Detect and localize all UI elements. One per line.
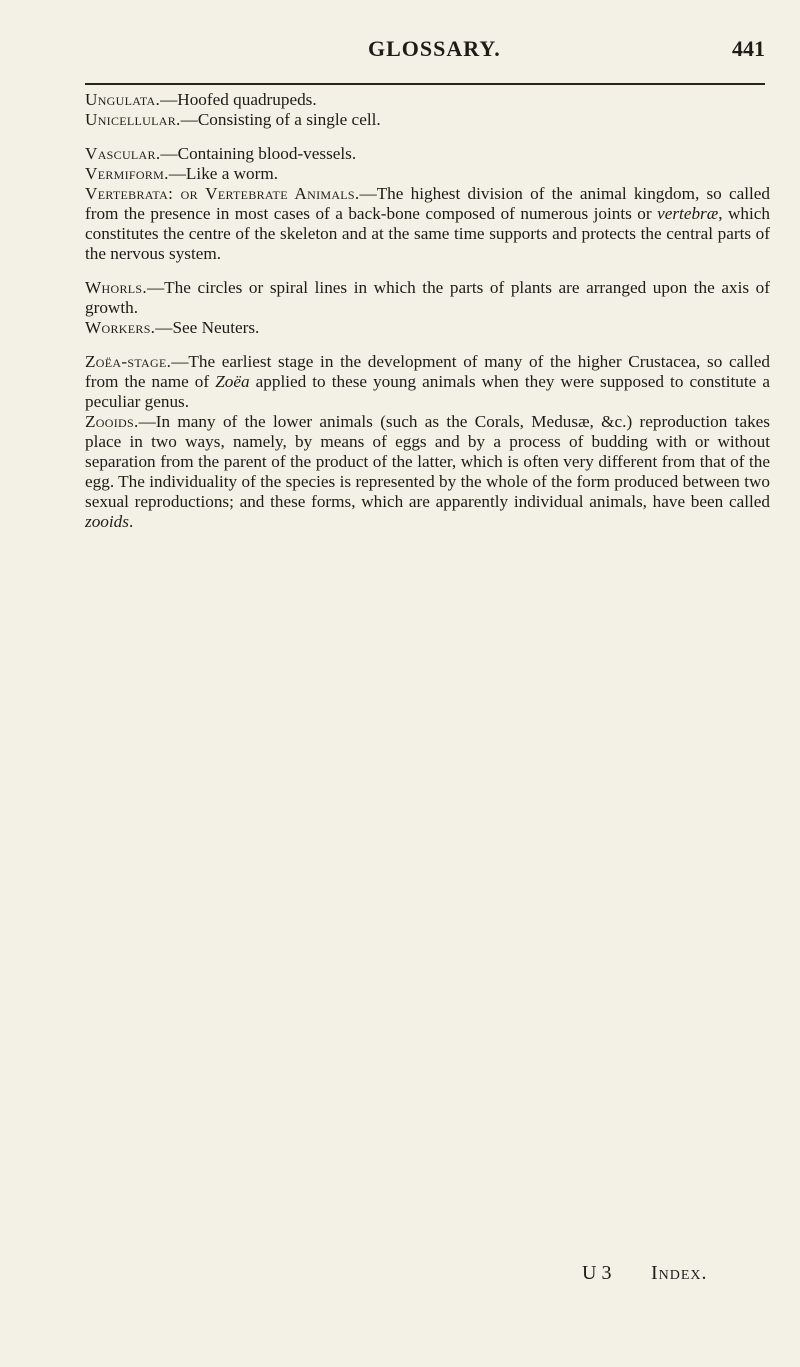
running-head xyxy=(85,36,765,76)
entry-definition-continued: . xyxy=(128,512,134,531)
entry-definition: —The circles or spiral lines in which the parts of plants are arranged upon the axis of growth. xyxy=(85,278,770,317)
glossary-entry xyxy=(85,90,770,110)
entry-definition: —Consisting of a single cell. xyxy=(180,110,381,129)
entry-term: Unicellular. xyxy=(85,110,181,129)
glossary-entry xyxy=(85,278,770,318)
entry-term: Ungulata. xyxy=(85,90,161,109)
running-title: GLOSSARY. xyxy=(368,36,501,61)
signature-mark: U 3 xyxy=(582,1262,612,1284)
entry-definition: —In many of the lower animals (such as the Corals, Medusæ, &c.) reproduction takes place in two ways, namely, by means of eggs and by a process of budding with or without separation from the parent of the product of the latter, which is often very different from that of the egg. The individuality of the species is represented by the whole of the form produced between two sexual reproductions; and these forms, which are apparently individual animals, have been called xyxy=(85,412,770,511)
entry-definition: —The earliest stage in the development of many of the higher Crustacea, so called from the name of xyxy=(85,352,770,391)
entry-italic-term: zooids xyxy=(85,512,129,531)
entry-term: Whorls. xyxy=(85,278,147,297)
entry-italic-term: vertebræ xyxy=(657,204,719,223)
entry-italic-term: Zoëa xyxy=(215,372,250,391)
glossary-entry xyxy=(85,412,770,532)
entry-term: Zooids. xyxy=(85,412,139,431)
entry-definition-continued: , which constitutes the centre of the skeleton and at the same time supports and protects the central parts of the nervous system. xyxy=(85,204,770,263)
catchword: Index. xyxy=(651,1262,708,1284)
entry-term: Vascular. xyxy=(85,144,161,163)
glossary-entry xyxy=(85,164,770,184)
glossary-entry xyxy=(85,110,770,130)
entry-definition-continued: applied to these young animals when they were supposed to constitute a peculiar genus. xyxy=(85,372,770,411)
header-rule xyxy=(85,83,765,85)
entry-definition: —The highest division of the animal kingdom, so called from the presence in most cases of a back-bone composed of numerous joints or xyxy=(85,184,770,223)
entry-term: Zoëa-stage. xyxy=(85,352,172,371)
entry-definition: —Hoofed quadrupeds. xyxy=(160,90,317,109)
glossary-entry xyxy=(85,144,770,164)
entry-term: Vermiform. xyxy=(85,164,169,183)
entry-definition: —See Neuters. xyxy=(155,318,260,337)
page-number: 441 xyxy=(732,36,765,61)
glossary-entry xyxy=(85,318,770,338)
entry-definition: —Containing blood-vessels. xyxy=(160,144,357,163)
entry-definition: —Like a worm. xyxy=(168,164,279,183)
entry-term: Vertebrata: or Vertebrate Animals. xyxy=(85,184,360,203)
glossary-entry xyxy=(85,352,770,412)
entry-term: Workers. xyxy=(85,318,156,337)
glossary-entry xyxy=(85,184,770,264)
page-footer xyxy=(582,1262,782,1292)
glossary-entries xyxy=(85,90,770,532)
